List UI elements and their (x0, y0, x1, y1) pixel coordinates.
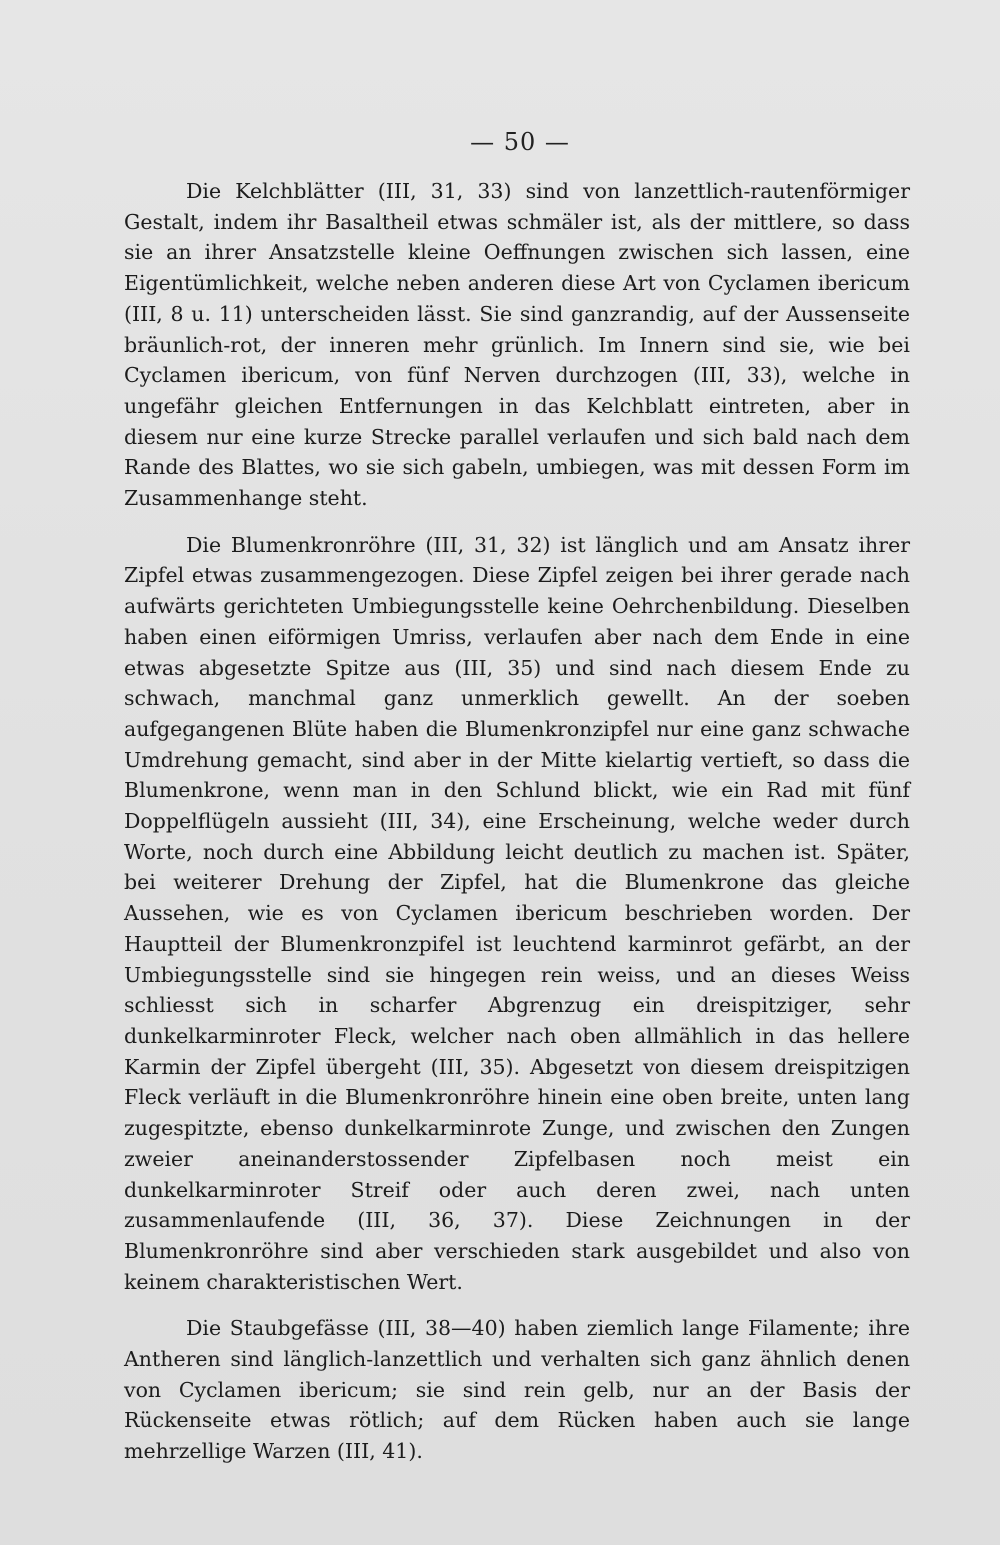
page-number: — 50 — (470, 128, 570, 156)
body-text (124, 176, 910, 1467)
paragraph-kelchblaetter: Die Kelchblätter (III, 31, 33) sind von lanzettlich-rautenförmiger Gestalt, indem ihr Basaltheil etwas schmäler ist, als der mittlere, so dass sie an ihrer Ansatzstelle kleine Oeffnungen zwischen sich lassen, eine Eigentümlichkeit, welche neben anderen diese Art von Cyclamen ibericum (III, 8 u. 11) unterscheiden lässt. Sie sind ganzrandig, auf der Aussenseite bräunlich-rot, der inneren mehr grünlich. Im Innern sind sie, wie bei Cyclamen ibericum, von fünf Nerven durchzogen (III, 33), welche in ungefähr gleichen Entfernungen in das Kelchblatt eintreten, aber in diesem nur eine kurze Strecke parallel verlaufen und sich bald nach dem Rande des Blattes, wo sie sich gabeln, umbiegen, was mit dessen Form im Zusammenhange steht. (124, 179, 910, 511)
paragraph-staubgefaesse: Die Staubgefässe (III, 38—40) haben ziemlich lange Filamente; ihre Antheren sind länglich-lanzettlich und verhalten sich ganz ähnlich denen von Cyclamen ibericum; sie sind rein gelb, nur an der Basis der Rückenseite etwas rötlich; auf dem Rücken haben auch sie lange mehrzellige Warzen (III, 41). (124, 1316, 910, 1464)
paragraph-blumenkronroehre: Die Blumenkronröhre (III, 31, 32) ist länglich und am Ansatz ihrer Zipfel etwas zusammengezogen. Diese Zipfel zeigen bei ihrer gerade nach aufwärts gerichteten Umbiegungsstelle keine Oehrchenbildung. Dieselben haben einen eiförmigen Umriss, verlaufen aber nach dem Ende in eine etwas abgesetzte Spitze aus (III, 35) und sind nach diesem Ende zu schwach, manchmal ganz unmerklich gewellt. An der soeben aufgegangenen Blüte haben die Blumenkronzipfel nur eine ganz schwache Umdrehung gemacht, sind aber in der Mitte kielartig vertieft, so dass die Blumenkrone, wenn man in den Schlund blickt, wie ein Rad mit fünf Doppelflügeln aussieht (III, 34), eine Erscheinung, welche weder durch Worte, noch durch eine Abbildung leicht deutlich zu machen ist. Später, bei weiterer Drehung der Zipfel, hat die Blumenkrone das gleiche Aussehen, wie es von Cyclamen ibericum beschrieben worden. Der Hauptteil der Blumenkronzpifel ist leuchtend karminrot gefärbt, an der Umbiegungsstelle sind sie hingegen rein weiss, und an dieses Weiss schliesst sich in scharfer Abgrenzug ein dreispitziger, sehr dunkelkarminroter Fleck, welcher nach oben allmählich in das hellere Karmin der Zipfel übergeht (III, 35). Abgesetzt von diesem dreispitzigen Fleck verläuft in die Blumenkronröhre hinein eine oben breite, unten lang zugespitzte, ebenso dunkelkarminrote Zunge, und zwischen den Zungen zweier aneinanderstossender Zipfelbasen noch meist ein dunkelkarminroter Streif oder auch deren zwei, nach unten zusammenlaufende (III, 36, 37). Diese Zeichnungen in der Blumenkronröhre sind aber verschieden stark ausgebildet und also von keinem charakteristischen Wert. (124, 532, 910, 1294)
